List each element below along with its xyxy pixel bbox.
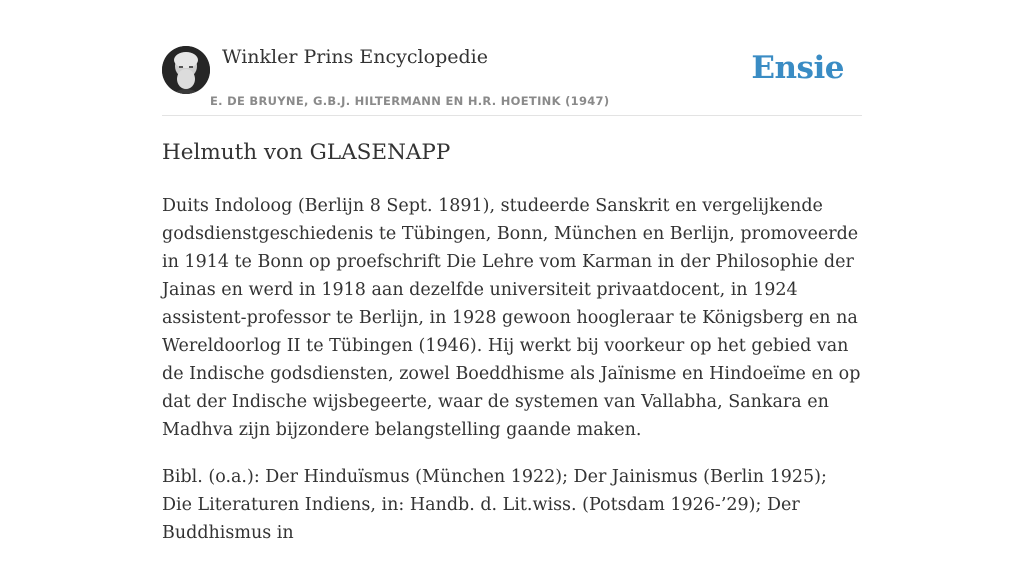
ensie-logo[interactable]: Ensie bbox=[751, 50, 844, 86]
site-title[interactable]: Winkler Prins Encyclopedie bbox=[222, 46, 488, 68]
page-container bbox=[162, 0, 862, 543]
author-byline: E. DE BRUYNE, G.B.J. HILTERMANN EN H.R. HOETINK (1947) bbox=[210, 94, 610, 108]
article-paragraph: Duits Indoloog (Berlijn 8 Sept. 1891), studeerde Sanskrit en vergelijkende godsdienstgeschiedenis te Tübingen, Bonn, München en Berlijn, promoveerde in 1914 te Bonn op proefschrift Die Lehre vom Karman in der Philosophie der Jainas en werd in 1918 aan dezelfde universiteit privaatdocent, in 1924 assistent-professor te Berlijn, in 1928 gewoon hoogleraar te Königsberg en na Wereldoorlog II te Tübingen (1946). Hij werkt bij voorkeur op het gebied van de Indische godsdiensten, zowel Boeddhisme als Jaïnisme en Hindoeïme en op dat der Indische wijsbegeerte, waar de systemen van Vallabha, Sankara en Madhva zijn bijzondere belangstelling gaande maken. bbox=[162, 196, 861, 440]
site-header bbox=[162, 0, 862, 116]
article-body bbox=[162, 192, 862, 566]
portrait-icon[interactable] bbox=[162, 46, 210, 94]
bibliography-paragraph: Bibl. (o.a.): Der Hinduïsmus (München 1922); Der Jainismus (Berlin 1925); Die Literaturen Indiens, in: Handb. d. Lit.wiss. (Potsdam 1926-’29); Der Buddhismus in bbox=[162, 467, 827, 543]
article-title: Helmuth von GLASENAPP bbox=[162, 140, 451, 165]
